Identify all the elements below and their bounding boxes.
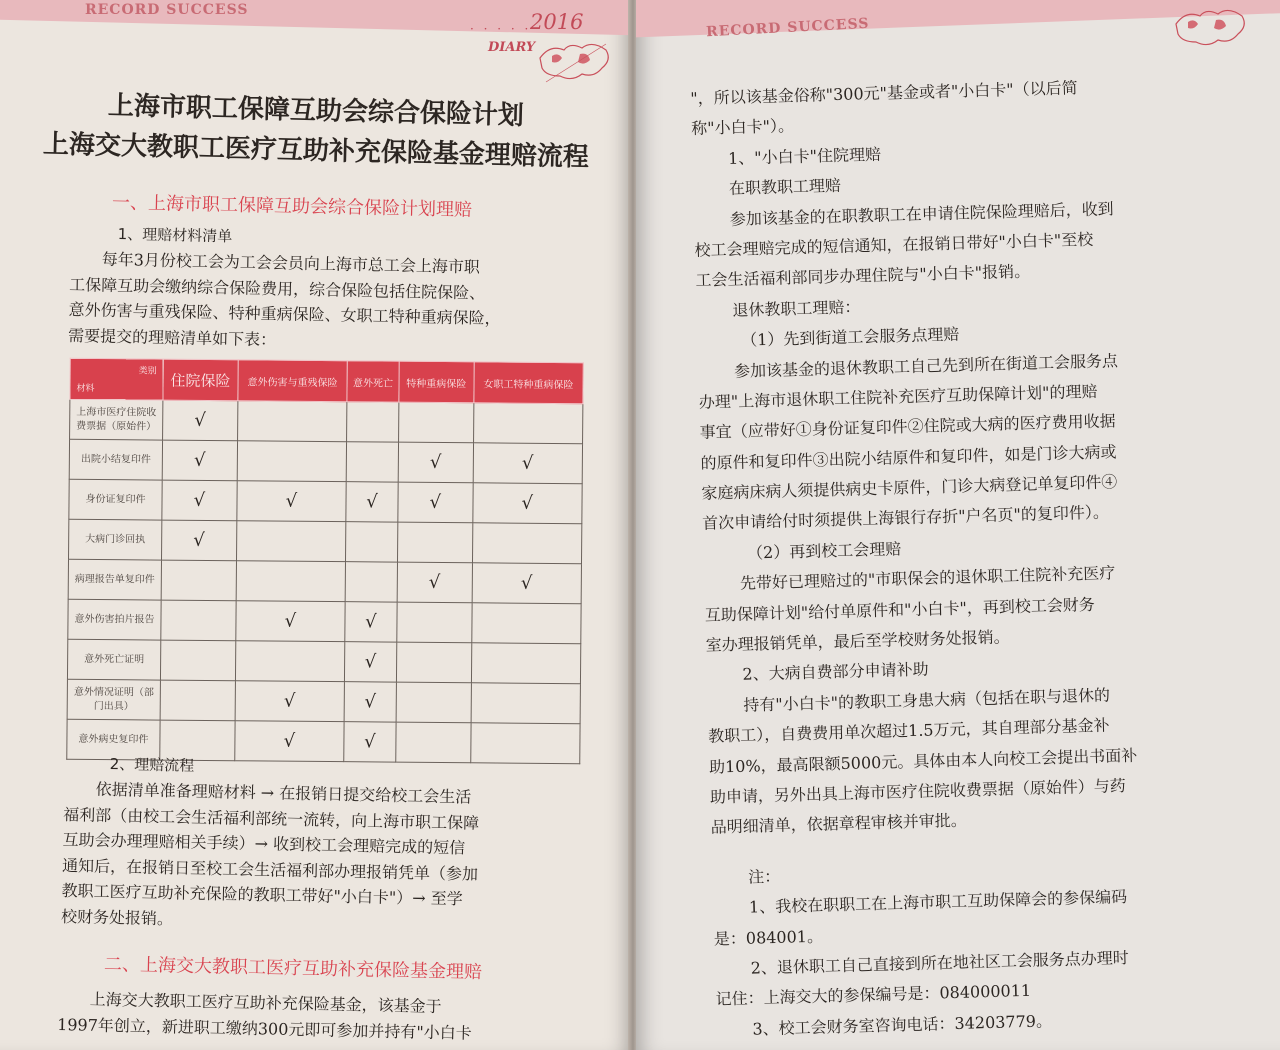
text-line: 1997年创立，新进职工缴纳300元即可参加并持有"小白卡: [57, 1014, 472, 1043]
text-line: 品明细清单，依据章程审核并审批。: [710, 810, 967, 838]
note-line: 1、我校在职职工在上海市职工互助保障会的参保编码: [748, 887, 1128, 917]
column-header: 住院保险: [163, 359, 238, 401]
check-cell: [235, 641, 345, 682]
note-line: 记住：上海交大的参保编号是：084000011: [715, 981, 1032, 1009]
table-row: [69, 519, 582, 563]
check-cell: [236, 521, 346, 562]
row-label: 出院小结复印件: [69, 439, 162, 480]
subheading-claim-materials: 1、理赔材料清单: [117, 224, 233, 246]
subheading-card-inpatient: 1、"小白卡"住院理赔: [727, 144, 882, 168]
subheading-claim-process: 2、理赔流程: [109, 754, 195, 775]
row-label: 意外情况证明（部门出具）: [67, 679, 160, 720]
world-map-icon: [536, 38, 614, 88]
text-line: 先带好已理赔过的"市职保会的退休职工住院补充医疗: [739, 563, 1116, 594]
text-line: 需要提交的理赔清单如下表：: [67, 325, 277, 350]
document-title-line2: 上海交大教职工医疗互助补充保险基金理赔流程: [42, 129, 590, 173]
text-line: 办理"上海市退休职工住院补充医疗互助保障计划"的理赔: [698, 381, 1098, 412]
record-success-header: RECORD SUCCESS: [85, 2, 249, 18]
table-row: [69, 479, 582, 523]
row-label: 大病门诊回执: [69, 519, 162, 560]
check-cell: [396, 722, 471, 763]
check-cell: √: [473, 443, 583, 484]
text-line: 工会生活福利部同步办理住院与"小白卡"报销。: [695, 261, 1031, 291]
row-label: 意外病史复印件: [67, 719, 160, 760]
table-row: [67, 679, 580, 723]
check-cell: [473, 403, 583, 444]
right-page-body: [690, 69, 1247, 1046]
column-header: 女职工特种重病保险: [474, 362, 584, 404]
check-cell: [471, 683, 581, 724]
check-cell: [471, 603, 581, 644]
check-cell: [397, 602, 472, 643]
text-line: 福利部（由校工会生活福利部统一流转，向上海市职工保障: [63, 804, 480, 833]
check-cell: [396, 682, 471, 723]
row-label: 意外伤害拍片报告: [68, 599, 161, 640]
check-cell: √: [345, 642, 397, 682]
text-line: 互助会办理理赔相关手续）→ 收到校工会理赔完成的短信: [62, 830, 466, 858]
check-cell: √: [236, 601, 346, 642]
text-line: 参加该基金的退休教职工自己先到所在街道工会服务点: [733, 350, 1119, 381]
check-cell: [396, 642, 471, 683]
check-cell: [397, 522, 472, 563]
row-label: 上海市医疗住院收费票据（原始件）: [70, 399, 163, 440]
subheading-street-union: （1）先到街道工会服务点理赔: [740, 324, 960, 350]
check-cell: √: [472, 563, 582, 604]
check-cell: [160, 680, 235, 721]
check-cell: [472, 523, 582, 564]
row-label: 意外死亡证明: [67, 639, 160, 680]
record-success-header: RECORD SUCCESS: [705, 15, 870, 41]
section2-heading: 二、上海交大教职工医疗互助补充保险基金理赔: [103, 954, 483, 983]
check-cell: [237, 441, 347, 482]
text-line: "，所以该基金俗称"300元"基金或者"小白卡"（以后简: [690, 78, 1078, 108]
text-line: 家庭病床病人须提供病史卡原件，门诊大病登记单复印件④: [701, 472, 1118, 503]
check-cell: [471, 643, 581, 684]
check-cell: √: [344, 722, 396, 762]
check-cell: [347, 402, 399, 442]
text-line: 上海交大教职工医疗互助补充保险基金，该基金于: [57, 988, 442, 1017]
check-cell: √: [398, 442, 473, 483]
check-cell: [236, 561, 346, 602]
check-cell: √: [163, 400, 238, 441]
check-cell: [398, 402, 473, 443]
check-cell: √: [397, 562, 472, 603]
check-cell: [160, 640, 235, 681]
notes-label: 注：: [747, 866, 781, 887]
diary-year: 2016: [530, 10, 584, 34]
check-cell: [237, 401, 347, 442]
text-line: 教职工医疗互助补充保险的教职工带好"小白卡"）→ 至学: [61, 881, 463, 909]
table-row: [70, 399, 583, 443]
text-line: 助申请，另外出具上海市医疗住院收费票据（原始件）与药: [709, 776, 1127, 807]
text-line: 持有"小白卡"的教职工身患大病（包括在职与退休的: [743, 685, 1111, 715]
row-label: 病理报告单复印件: [68, 559, 161, 600]
check-cell: [470, 723, 580, 764]
column-header: 意外伤害与重残保险: [238, 360, 348, 402]
text-line: 首次申请给付时须提供上海银行存折"户名页"的复印件）。: [702, 502, 1110, 534]
table-header-row: [70, 358, 583, 403]
text-line: 参加该基金的在职教职工在申请住院保险理赔后，收到: [729, 198, 1114, 229]
note-line: 是：084001。: [713, 926, 824, 949]
text-line: 的原件和复印件③出院小结原件和复印件，如是门诊大病或: [700, 441, 1117, 473]
text-line: 教职工），自费费用单次超过1.5万元，其自理部分基金补: [707, 715, 1110, 746]
check-cell: √: [398, 482, 473, 523]
note-line: 3、校工会财务室咨询电话：34203779。: [752, 1010, 1053, 1039]
check-cell: √: [472, 483, 582, 524]
text-line: 校工会理赔完成的短信通知，在报销日带好"小白卡"至校: [694, 229, 1094, 260]
corner-material-label: 材料: [76, 383, 95, 394]
text-line: 工保障互助会缴纳综合保险费用，综合保险包括住院保险、: [69, 274, 486, 303]
text-line: 事宜（应带好①身份证复印件②住院或大病的医疗费用收据: [699, 411, 1116, 443]
table-corner-cell: [70, 358, 163, 400]
claim-materials-table: [66, 358, 583, 764]
check-cell: √: [344, 682, 396, 722]
check-cell: √: [345, 602, 397, 642]
paragraph-claim-process: [61, 776, 594, 941]
year-dots: · · · · ·: [470, 22, 532, 36]
check-cell: √: [346, 482, 398, 522]
section1-heading: 一、上海市职工保障互助会综合保险计划理赔: [111, 192, 473, 221]
world-map-icon: [1172, 4, 1250, 54]
check-cell: [161, 600, 236, 641]
text-line: 依据清单准备理赔材料 → 在报销日提交给校工会生活: [63, 778, 472, 807]
text-line: 助10%，最高限额5000元。具体由本人向校工会提出书面补: [708, 745, 1138, 777]
left-page: [0, 0, 632, 1050]
table-row: [67, 639, 580, 683]
text-line: 校财务处报销。: [60, 906, 174, 929]
subheading-major-illness: 2、大病自费部分申请补助: [742, 659, 929, 685]
column-header: 意外死亡: [347, 361, 399, 402]
paragraph-fund-intro: [57, 986, 598, 1048]
paragraph-insurance-intro: [68, 246, 590, 359]
text-line: 称"小白卡"）。: [690, 116, 795, 139]
check-cell: [345, 562, 397, 602]
check-cell: √: [162, 520, 237, 561]
text-line: 通知后，在报销日至校工会生活福利部办理报销凭单（参加: [61, 855, 479, 884]
note-line: 2、退休职工自己直接到所在地社区工会服务点办理时: [750, 948, 1130, 978]
table-row: [69, 439, 582, 483]
text-line: 意外伤害与重残保险、特种重病保险、女职工特种重病保险，: [68, 300, 501, 329]
text-line: 互助保障计划"给付单原件和"小白卡"，再到校工会财务: [704, 594, 1096, 625]
text-line: 每年3月份校工会为工会会员向上海市总工会上海市职: [69, 248, 481, 277]
check-cell: [346, 442, 398, 482]
column-header: 特种重病保险: [399, 361, 474, 403]
subheading-school-union: （2）再到校工会理赔: [746, 539, 902, 563]
subheading-active-staff: 在职教职工理赔: [728, 176, 842, 199]
check-cell: [161, 560, 236, 601]
subheading-retired-staff: 退休教职工理赔：: [732, 297, 861, 320]
check-cell: √: [237, 481, 347, 522]
check-cell: √: [235, 721, 345, 762]
check-cell: √: [235, 681, 345, 722]
check-cell: [346, 522, 398, 562]
table-row: [68, 599, 581, 643]
row-label: 身份证复印件: [69, 479, 162, 520]
check-cell: √: [162, 440, 237, 481]
check-cell: √: [162, 480, 237, 521]
table-row: [68, 559, 581, 603]
corner-category-label: 类别: [138, 366, 157, 377]
document-title-line1: 上海市职工保障互助会综合保险计划: [107, 90, 525, 132]
text-line: 室办理报销凭单，最后至学校财务处报销。: [705, 627, 1010, 655]
diary-label: DIARY: [488, 40, 536, 55]
